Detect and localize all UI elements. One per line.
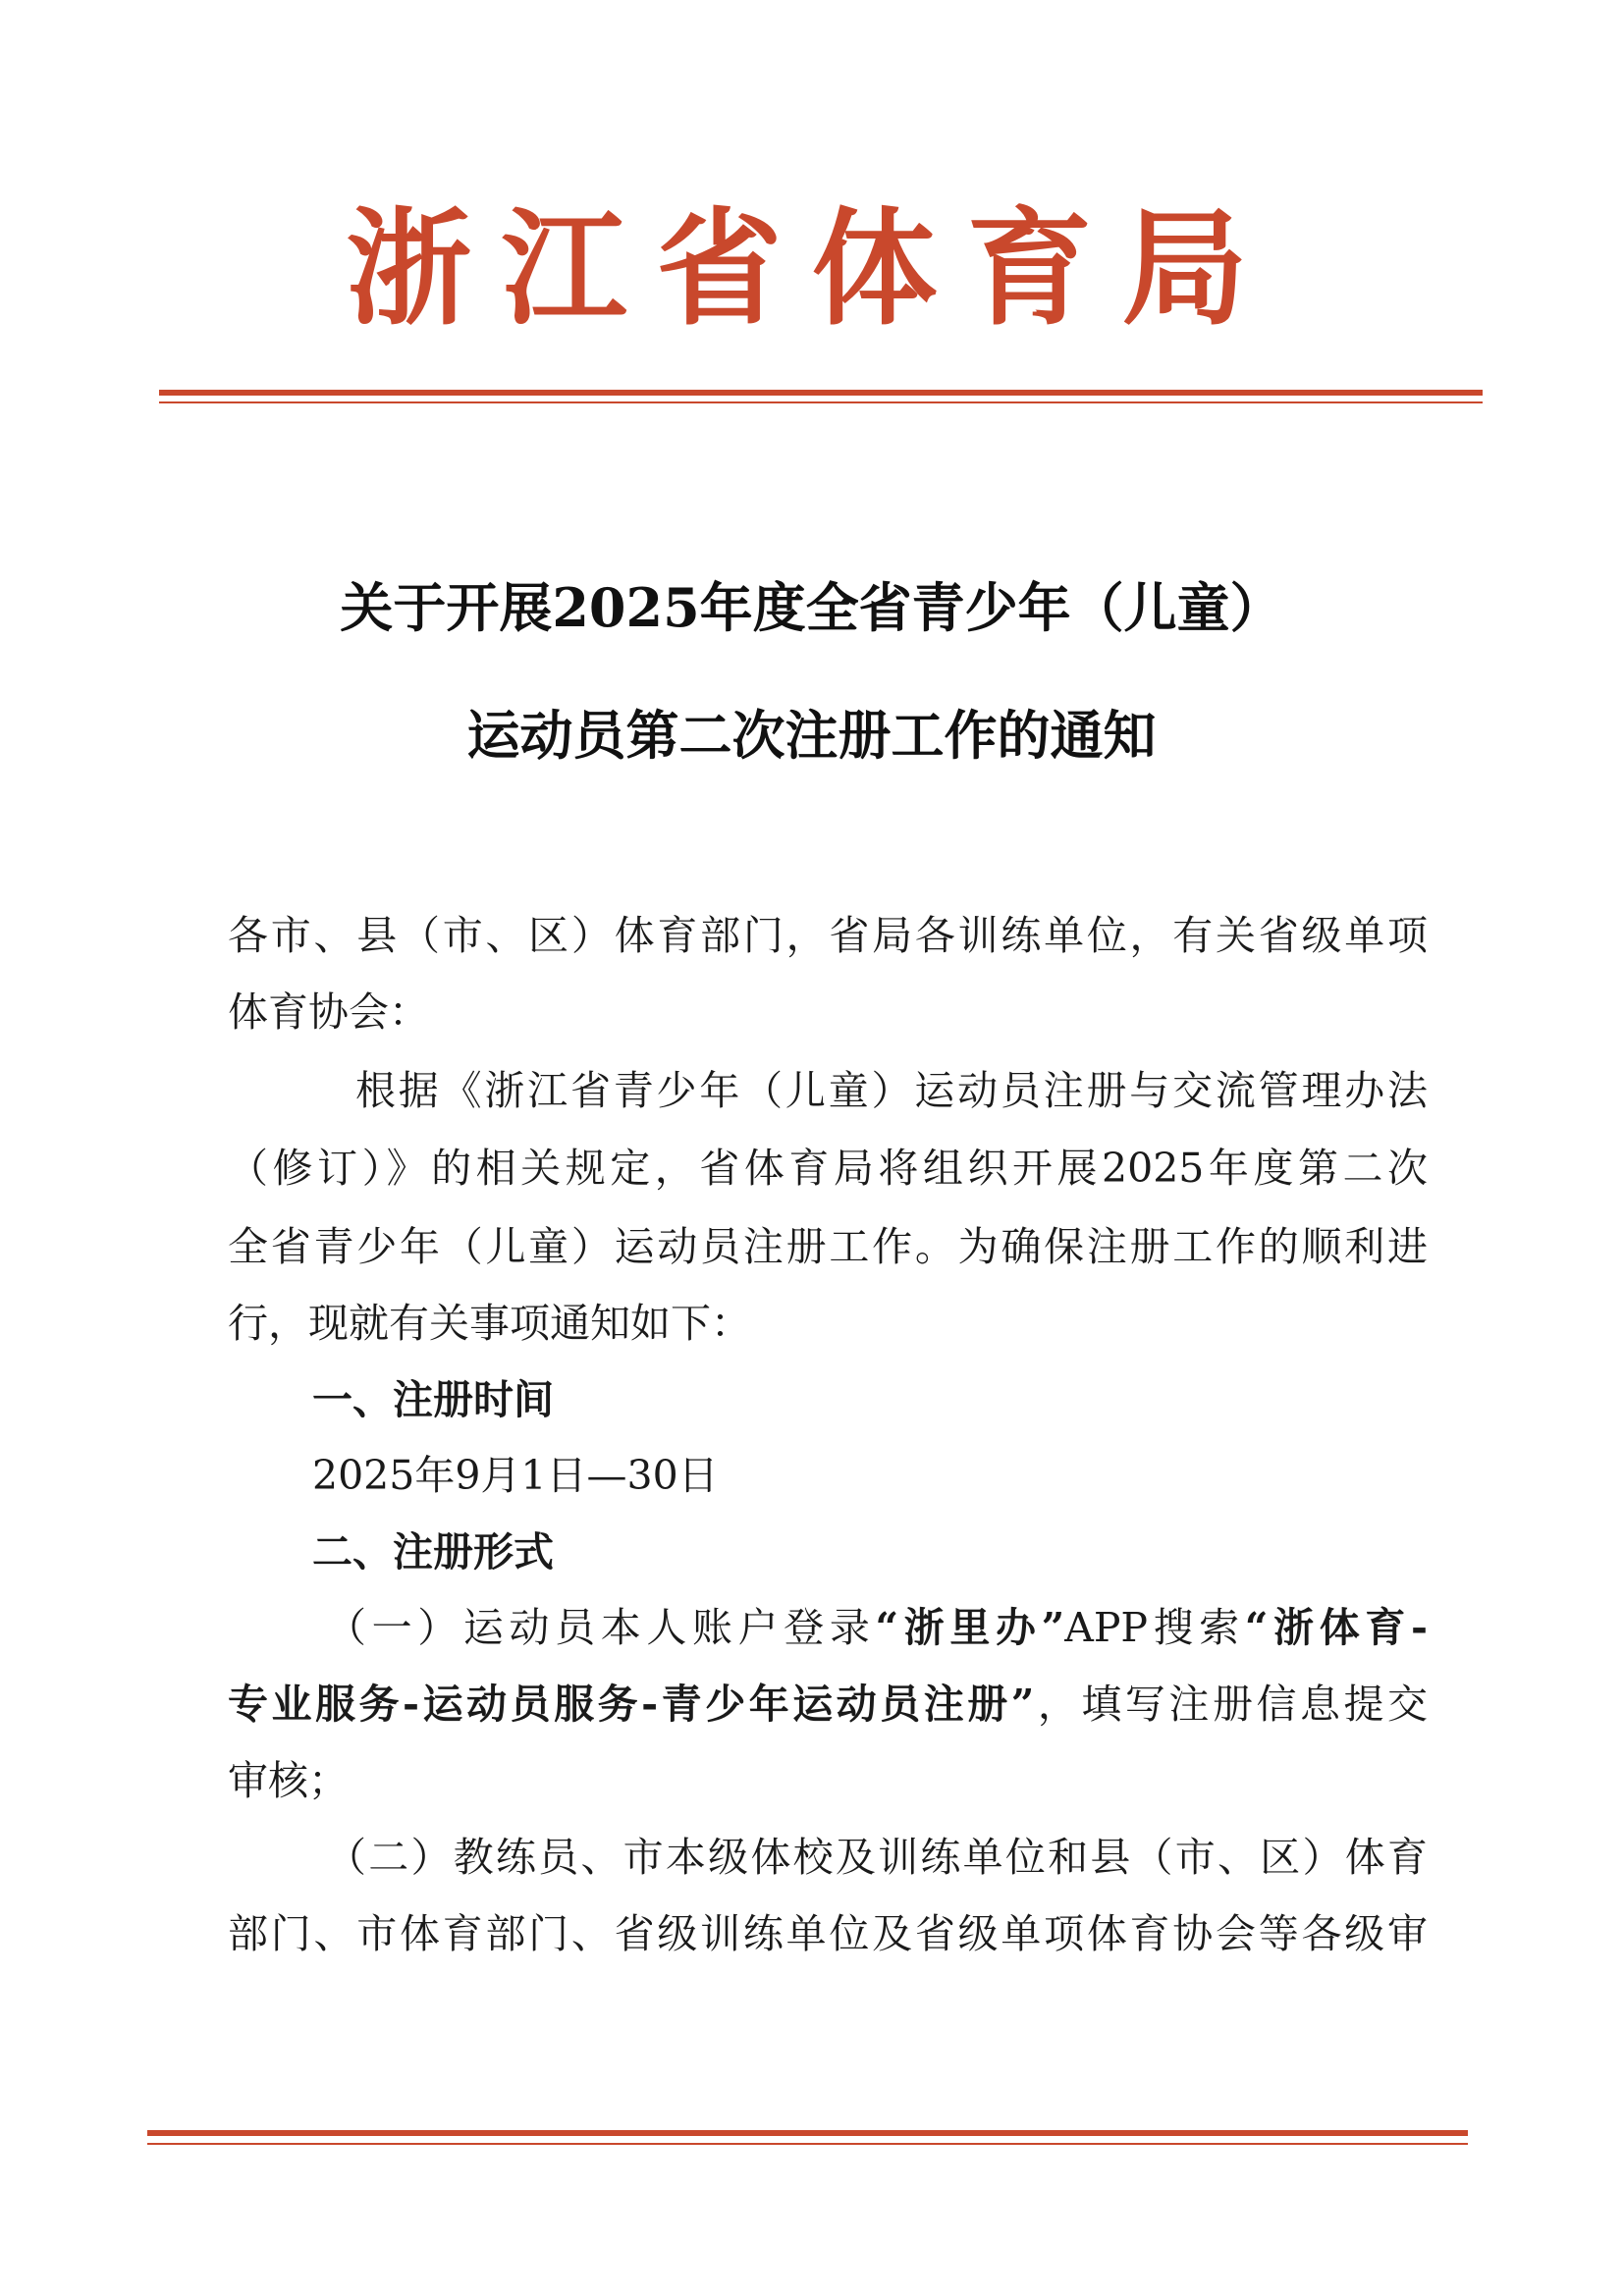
- salutation-line-1: 各市、县（市、区）体育部门，省局各训练单位，有关省级单项: [228, 912, 1428, 959]
- doc-title-line-2: 运动员第二次注册工作的通知: [466, 704, 1157, 767]
- section-2-heading: 二、注册形式: [312, 1528, 554, 1575]
- item-1-line-1: [326, 1604, 1428, 1651]
- intro-line-3: 全省青少年（儿童）运动员注册工作。为确保注册工作的顺利进: [228, 1223, 1428, 1270]
- intro-line-1: 根据《浙江省青少年（儿童）运动员注册与交流管理办法: [355, 1067, 1428, 1114]
- footer-rule-thin: [147, 2143, 1468, 2145]
- item-1-text-c: ，填写注册信息提交: [1034, 1681, 1428, 1728]
- org-title: 浙江省体育局: [346, 195, 1277, 343]
- section-1-content: 2025年9月1日—30日: [312, 1452, 719, 1499]
- item-2-line-2: 部门、市体育部门、省级训练单位及省级单项体育协会等各级审: [228, 1910, 1428, 1957]
- header-rule-thick: [159, 390, 1483, 396]
- item-2-line-1: （二）教练员、市本级体校及训练单位和县（市、区）体育: [326, 1834, 1428, 1881]
- doc-title-line-1: 关于开展2025年度全省青少年（儿童）: [340, 576, 1283, 639]
- item-1-text-b: APP搜索: [1064, 1604, 1245, 1651]
- intro-line-4: 行，现就有关事项通知如下：: [228, 1300, 751, 1347]
- header-rule-thin: [159, 401, 1483, 403]
- item-1-line-3: 审核；: [228, 1757, 349, 1804]
- item-1-path-rest: 专业服务-运动员服务-青少年运动员注册”: [228, 1681, 1035, 1728]
- item-1-path-start: “浙体育-: [1244, 1604, 1428, 1651]
- salutation-line-2: 体育协会：: [228, 988, 429, 1036]
- section-1-heading: 一、注册时间: [312, 1376, 554, 1423]
- item-1-line-2: [228, 1681, 1428, 1728]
- footer-rule-thick: [147, 2130, 1468, 2136]
- item-1-app-name: “浙里办”: [875, 1604, 1065, 1651]
- intro-line-2: （修订）》的相关规定，省体育局将组织开展2025年度第二次: [228, 1145, 1428, 1192]
- item-1-text-a: （一）运动员本人账户登录: [326, 1604, 876, 1651]
